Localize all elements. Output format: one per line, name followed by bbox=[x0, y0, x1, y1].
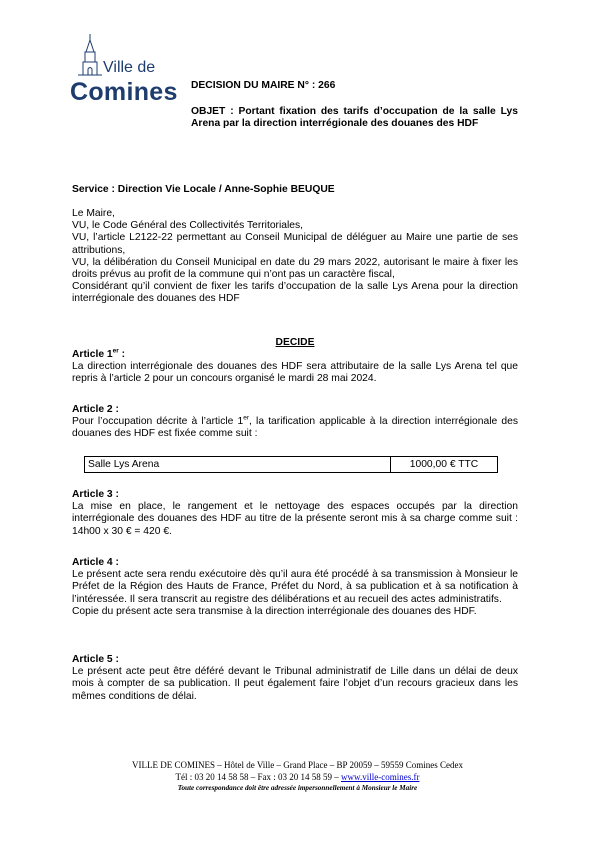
service-line: Service : Direction Vie Locale / Anne-Sophie BEUQUE bbox=[72, 184, 335, 195]
footer-contact bbox=[0, 772, 595, 783]
article-1 bbox=[72, 349, 518, 386]
decision-number: DECISION DU MAIRE N° : 266 bbox=[191, 80, 336, 91]
article-2-sup: er bbox=[243, 414, 250, 422]
article-2-text-before: Pour l’occupation décrite à l’article 1 bbox=[72, 416, 244, 428]
article-4-text: Le présent acte sera rendu exécutoire dès qu’il aura été procédé à sa transmission à Monsieur le Préfet de la Région des Hauts de France, Préfet du Nord, à sa publication et à sa notification à l’intéressée. Il sera transcrit au registre des délibérations et au recueil des actes administratifs. bbox=[72, 569, 518, 605]
tarif-label-cell: Salle Lys Arena bbox=[85, 457, 391, 473]
decide-heading: DECIDE bbox=[275, 337, 315, 348]
article-3-title: Article 3 : bbox=[72, 489, 119, 500]
footer-phone-fax: Tél : 03 20 14 58 58 – Fax : 03 20 14 58 59 – bbox=[175, 772, 342, 782]
tarif-table bbox=[84, 456, 498, 473]
preamble-considerant: Considérant qu’il convient de fixer les tarifs d’occupation de la salle Lys Arena pour la direction interrégionale des douanes des HDF bbox=[72, 281, 518, 305]
article-4 bbox=[72, 557, 518, 618]
article-2-title: Article 2 : bbox=[72, 404, 119, 415]
article-3 bbox=[72, 489, 518, 538]
logo-comines-text: Comines bbox=[70, 78, 178, 106]
article-4-title: Article 4 : bbox=[72, 557, 119, 568]
ville-de-comines-logo bbox=[70, 34, 180, 106]
article-1-sup: er bbox=[112, 347, 119, 355]
article-4-copy: Copie du présent acte sera transmise à la direction interrégionale des douanes des HDF. bbox=[72, 605, 477, 617]
article-1-title bbox=[72, 349, 518, 361]
article-5-text: Le présent acte peut être déféré devant le Tribunal administratif de Lille dans un délai de deux mois à compter de sa publication. Il peut également faire l’objet d’un recours gracieux dans les mêmes conditions de délai. bbox=[72, 666, 518, 702]
tarif-amount-cell: 1000,00 € TTC bbox=[391, 457, 498, 473]
preamble-vu-cgct: VU, le Code Général des Collectivités Territoriales, bbox=[72, 220, 304, 232]
preamble-maire: Le Maire, bbox=[72, 208, 115, 219]
preamble bbox=[72, 208, 518, 306]
footer-website-link[interactable]: www.ville-comines.fr bbox=[341, 772, 420, 782]
preamble-vu-article: VU, l’article L2122-22 permettant au Conseil Municipal de déléguer au Maire une partie de ses attributions, bbox=[72, 232, 518, 256]
article-1-title-text: Article 1 bbox=[72, 349, 113, 360]
decision-objet: OBJET : Portant fixation des tarifs d’occupation de la salle Lys Arena par la direction interrégionale des douanes des HDF bbox=[191, 106, 518, 130]
footer-address: VILLE DE COMINES – Hôtel de Ville – Grand Place – BP 20059 – 59559 Comines Cedex bbox=[132, 760, 463, 770]
footer-notice: Toute correspondance doit être adressée impersonnellement à Monsieur le Maire bbox=[177, 784, 418, 792]
article-2-text bbox=[72, 416, 518, 440]
logo-ville-de-text: Ville de bbox=[103, 59, 156, 76]
article-2-text-after: , la tarification applicable à la direction interrégionale des douanes des HDF est fixée comme suit : bbox=[72, 416, 518, 440]
article-1-text: La direction interrégionale des douanes des HDF sera attributaire de la salle Lys Arena tel que repris à l’article 2 pour un concours organisé le mardi 28 mai 2024. bbox=[72, 361, 518, 385]
article-5 bbox=[72, 654, 518, 703]
preamble-vu-deliberation: VU, la délibération du Conseil Municipal en date du 29 mars 2022, autorisant le maire à fixer les droits prévus au profit de la commune qui n’ont pas un caractère fiscal, bbox=[72, 256, 518, 281]
article-3-text: La mise en place, le rangement et le nettoyage des espaces occupés par la direction interrégionale des douanes des HDF au titre de la présente seront mis à sa charge comme suit : 14h00 x 30 € = 420 €. bbox=[72, 501, 518, 537]
table-row bbox=[85, 457, 498, 473]
article-5-title: Article 5 : bbox=[72, 654, 119, 665]
church-tower-icon bbox=[76, 34, 104, 76]
article-2 bbox=[72, 404, 518, 441]
article-1-title-suffix: : bbox=[118, 349, 126, 360]
